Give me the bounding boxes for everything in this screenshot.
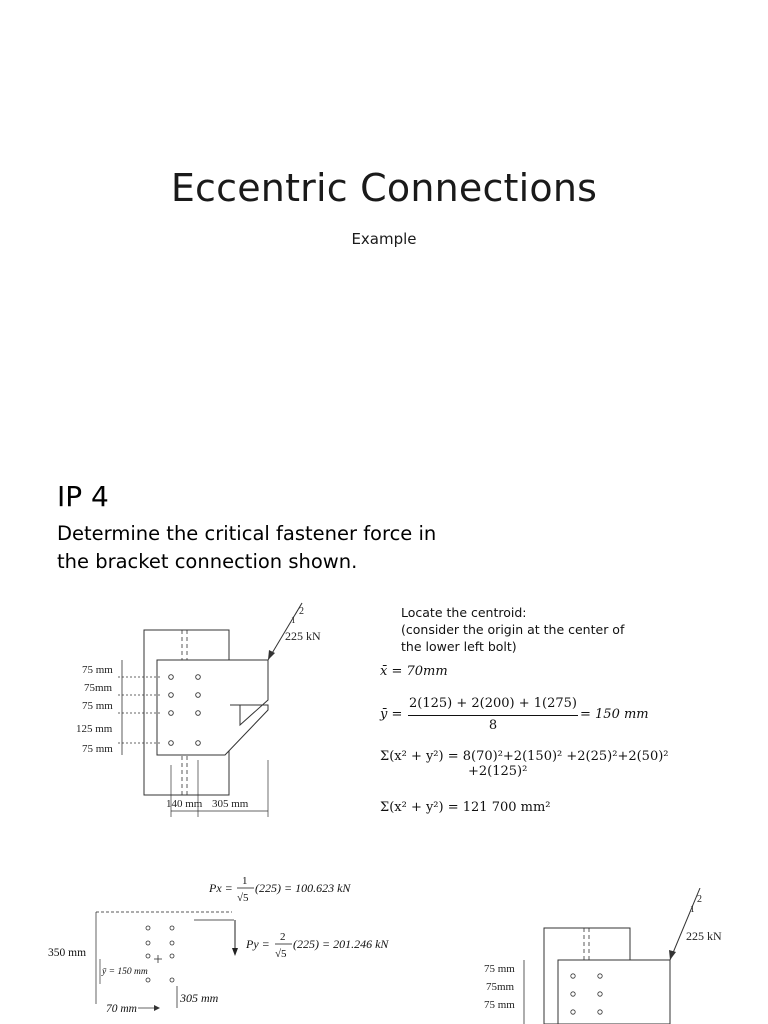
title-slide: [0, 0, 768, 440]
eq-sum1-line1: Σ(x² + y²) = 8(70)²+2(150)² +2(25)²+2(50)²: [380, 749, 669, 764]
bolt: [146, 954, 150, 958]
bracket-connection-figure-repeat: [478, 888, 768, 1024]
bolt: [170, 941, 174, 945]
problem-line-1: Determine the critical fastener force in: [57, 522, 437, 545]
spacing-label: 75mm: [84, 682, 113, 694]
eq-xbar: x̄ = 70mm: [380, 664, 448, 679]
bolt: [169, 741, 174, 746]
dim-ybar: ȳ = 150 mm: [102, 967, 148, 977]
bolt: [146, 978, 150, 982]
bolt: [598, 1010, 602, 1014]
eq-sum2: Σ(x² + y²) = 121 700 mm²: [380, 800, 551, 815]
dim-70: 70 mm: [106, 1003, 137, 1015]
spacing-label: 75 mm: [82, 743, 113, 755]
load-label: 225 kN: [686, 929, 722, 943]
eq-ybar-num: 2(125) + 2(200) + 1(275): [409, 696, 577, 711]
bolt: [170, 954, 174, 958]
slope-side: 1: [690, 904, 695, 914]
bolt: [196, 675, 201, 680]
bolt: [598, 992, 602, 996]
bolt: [170, 926, 174, 930]
px-rhs: (225) = 100.623 kN: [255, 881, 351, 895]
bolt: [146, 941, 150, 945]
load-components-figure: [44, 868, 424, 1024]
note-line-3: the lower left bolt): [401, 639, 517, 654]
example-slide: [0, 440, 768, 1024]
spacing-label: 75 mm: [82, 700, 113, 712]
slide-subtitle: Example: [351, 230, 417, 248]
problem-line-2: the bracket connection shown.: [57, 550, 358, 573]
py-lhs: Py =: [246, 937, 270, 951]
px-den: √5: [237, 892, 249, 904]
fraction-bar: [408, 715, 578, 716]
bolt: [598, 974, 602, 978]
py-den: √5: [275, 948, 287, 960]
py-rhs: (225) = 201.246 kN: [293, 937, 389, 951]
bolt: [196, 711, 201, 716]
eq-ybar-rhs: = 150 mm: [580, 707, 649, 722]
spacing-label: 125 mm: [76, 723, 113, 735]
slope-top: 2: [299, 606, 304, 617]
eq-ybar: [380, 696, 680, 736]
eq-sum1: [380, 749, 710, 779]
note-line-1: Locate the centroid:: [401, 605, 527, 620]
slide-title: Eccentric Connections: [170, 166, 598, 210]
centroid-note: [401, 604, 661, 655]
spacing-label: 75 mm: [484, 999, 515, 1011]
bolt: [169, 693, 174, 698]
dim-305: 305 mm: [212, 798, 249, 810]
bolt: [146, 926, 150, 930]
dim-350: 350 mm: [48, 947, 87, 959]
slope-top: 2: [697, 894, 702, 905]
py-num: 2: [280, 931, 286, 943]
problem-heading: IP 4: [57, 480, 109, 513]
bolt: [571, 974, 575, 978]
bolt: [169, 711, 174, 716]
eq-sum1-line2: +2(125)²: [468, 764, 528, 779]
bolt: [169, 675, 174, 680]
spacing-label: 75 mm: [82, 664, 113, 676]
problem-statement: [57, 520, 517, 576]
load-label: 225 kN: [285, 629, 321, 643]
bolt: [571, 992, 575, 996]
px-num: 1: [242, 875, 248, 887]
spacing-label: 75mm: [486, 981, 515, 993]
bolt: [196, 693, 201, 698]
spacing-label: 75 mm: [484, 963, 515, 975]
bolt: [170, 978, 174, 982]
px-lhs: Px =: [209, 881, 233, 895]
eq-ybar-den: 8: [488, 718, 498, 733]
bolt: [571, 1010, 575, 1014]
bracket-connection-figure: [70, 595, 375, 825]
eq-ybar-lhs: ȳ =: [380, 707, 403, 722]
note-line-2: (consider the origin at the center of: [401, 622, 625, 637]
dim-305: 305 mm: [180, 991, 219, 1005]
dim-140: 140 mm: [166, 798, 203, 810]
bolt: [196, 741, 201, 746]
slope-side: 1: [291, 615, 296, 625]
